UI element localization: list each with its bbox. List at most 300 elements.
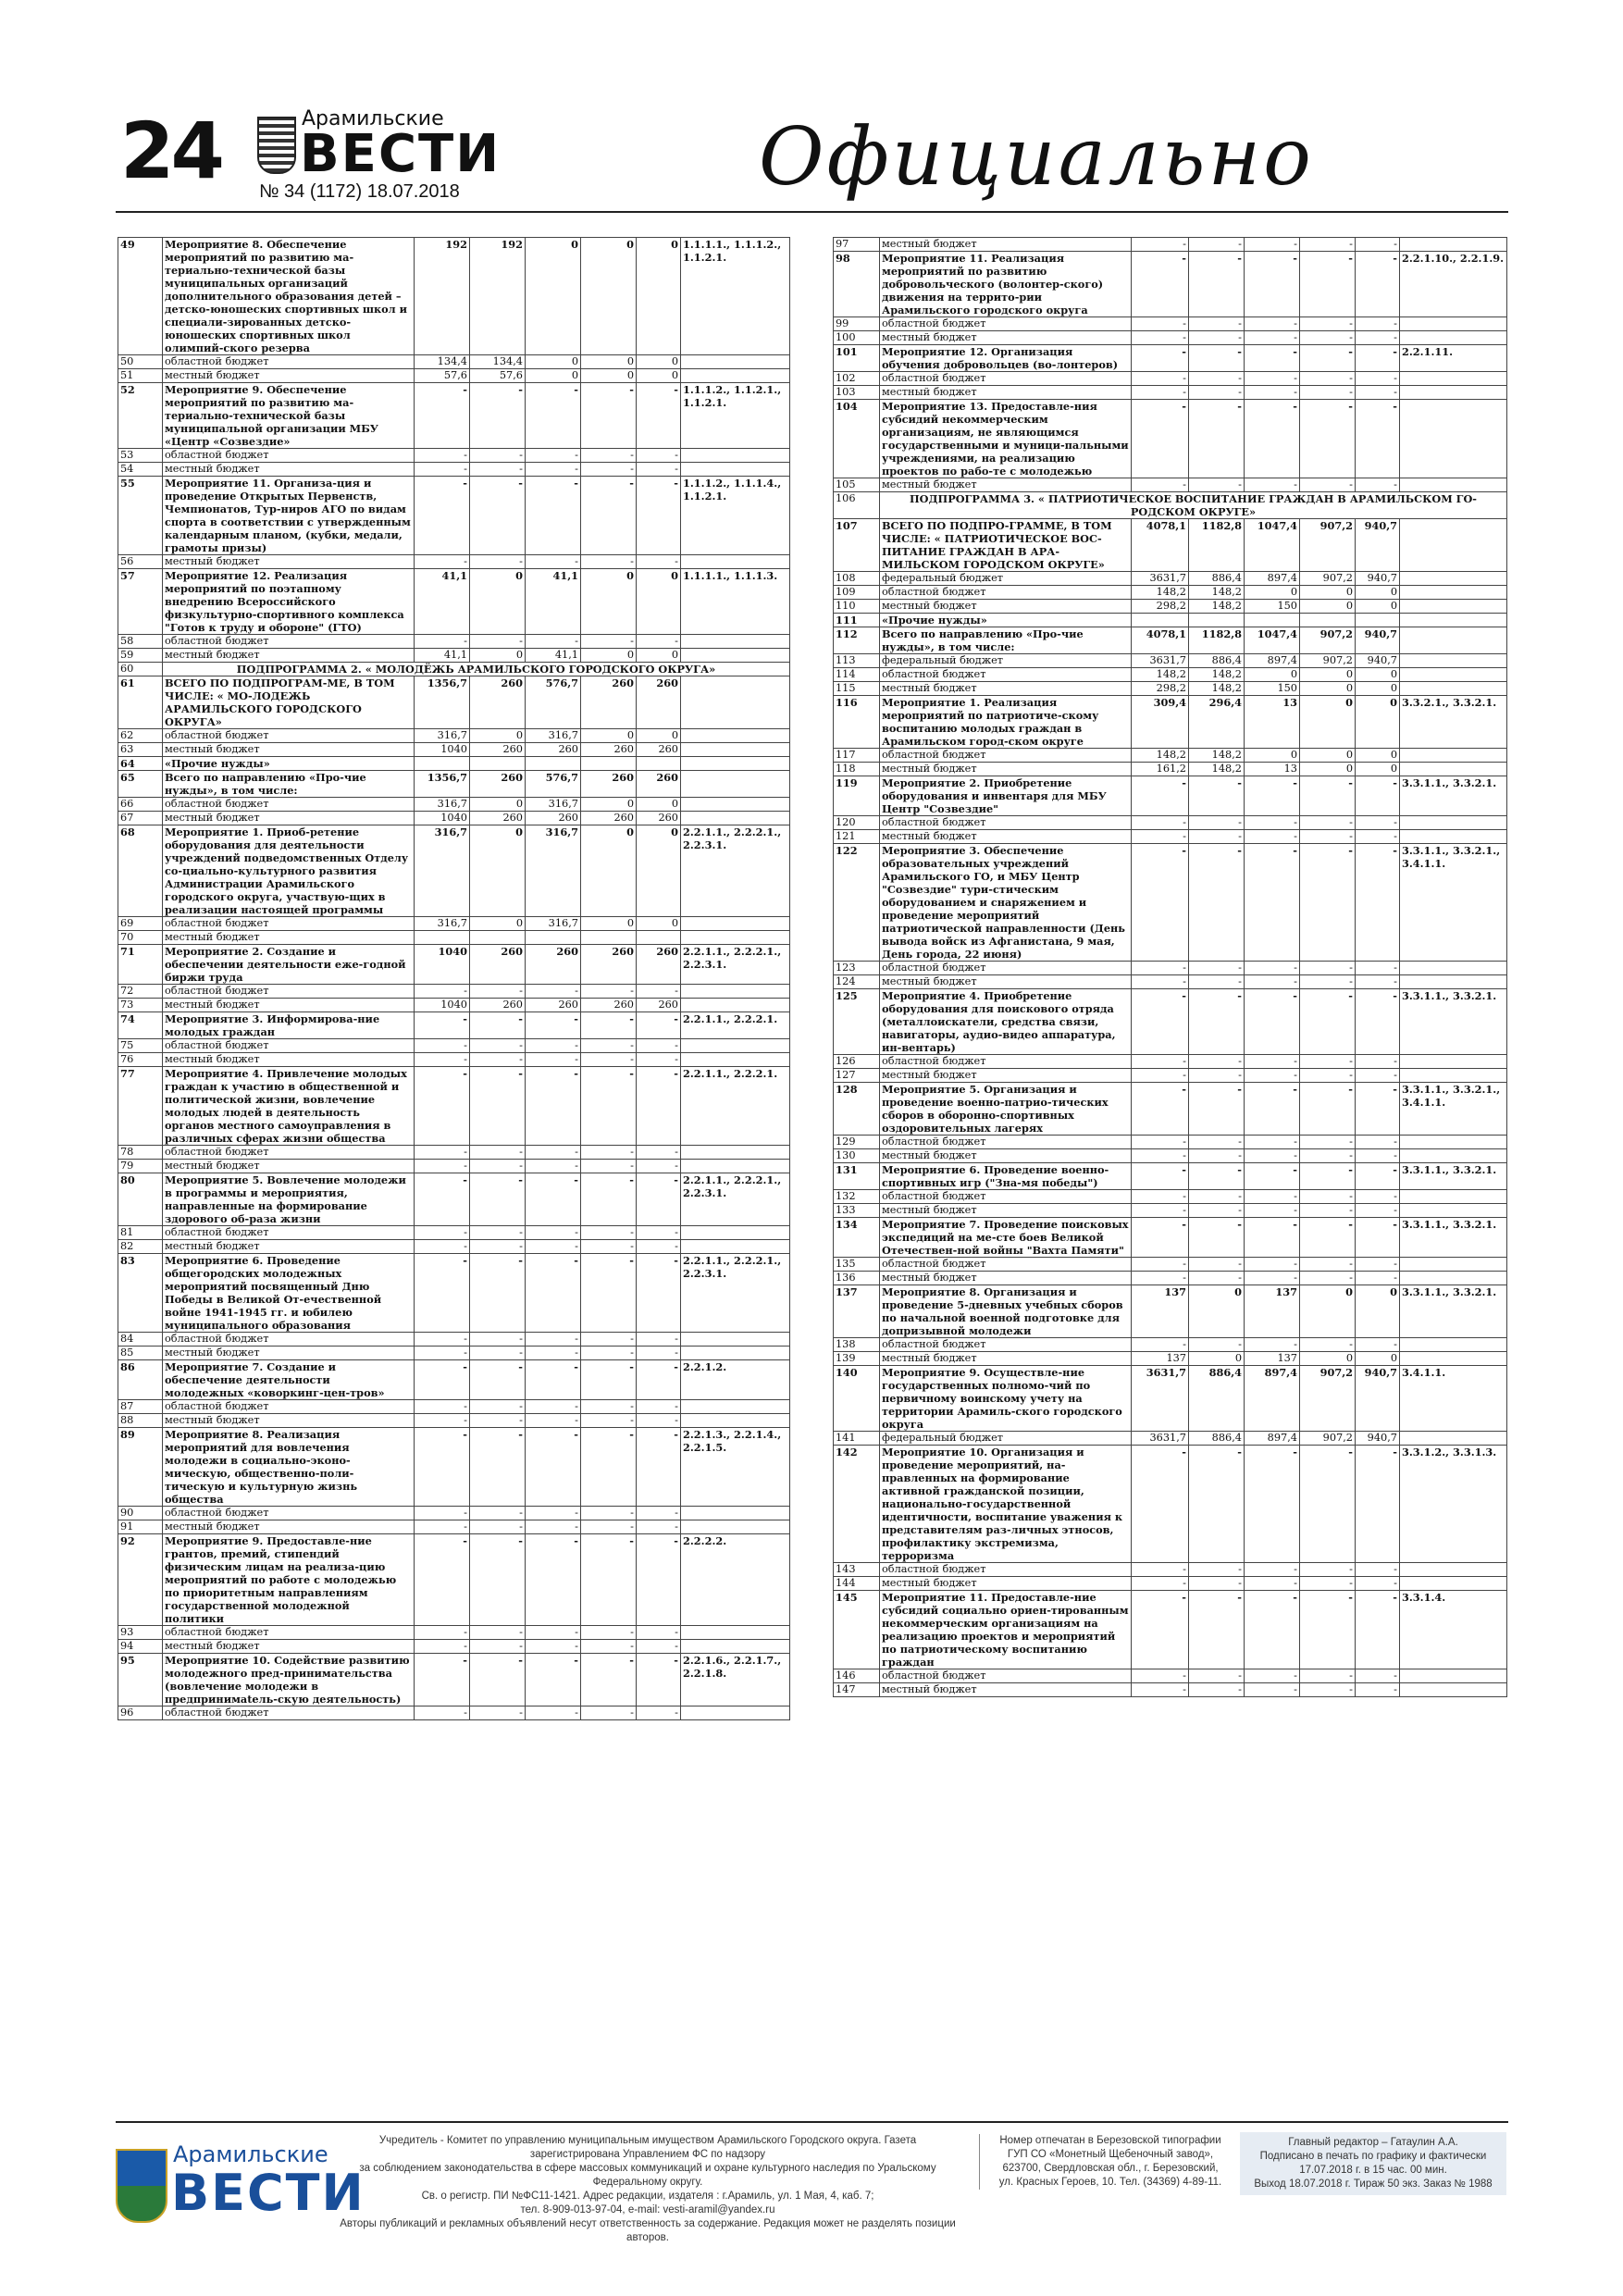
amount-cell: -	[526, 1626, 581, 1640]
amount-cell: 897,4	[1245, 1366, 1300, 1432]
target-code	[1400, 1272, 1507, 1285]
amount-cell: -	[637, 1146, 681, 1160]
row-name: местный бюджет	[163, 1053, 415, 1067]
amount-cell: -	[1132, 1218, 1189, 1258]
row-name: местный бюджет	[163, 1414, 415, 1428]
footer-line: ГУП СО «Монетный Щебеночный завод»,	[1007, 2149, 1214, 2160]
amount-cell: -	[1132, 1190, 1189, 1204]
amount-cell: -	[1356, 1338, 1400, 1352]
table-row	[834, 1338, 1507, 1352]
target-code	[681, 985, 790, 999]
table-row	[834, 572, 1507, 586]
amount-cell: -	[1300, 962, 1356, 975]
target-code: 3.3.1.1., 3.3.2.1., 3.4.1.1.	[1400, 1083, 1507, 1136]
amount-cell: -	[1300, 1149, 1356, 1163]
amount-cell: -	[1300, 830, 1356, 844]
amount-cell: -	[1245, 1163, 1300, 1190]
amount-cell: -	[415, 1333, 470, 1347]
amount-cell: -	[1356, 962, 1400, 975]
row-number: 50	[118, 355, 163, 369]
amount-cell: 260	[470, 999, 526, 1012]
amount-cell: 0	[470, 917, 526, 931]
amount-cell: -	[526, 1347, 581, 1360]
amount-cell: 1356,7	[415, 676, 470, 729]
footer-logo-main: ВЕСТИ	[171, 2164, 365, 2222]
target-code	[1400, 372, 1507, 386]
row-name: областной бюджет	[880, 1136, 1132, 1149]
amount-cell	[1300, 614, 1356, 627]
table-row	[834, 1190, 1507, 1204]
row-number: 49	[118, 238, 163, 355]
amount-cell: -	[1356, 1563, 1400, 1577]
amount-cell: -	[1300, 1446, 1356, 1563]
table-row	[834, 749, 1507, 763]
footer-logo-top: Арамильские	[173, 2141, 328, 2167]
amount-cell: -	[1356, 1272, 1400, 1285]
table-row	[118, 1626, 790, 1640]
row-name: областной бюджет	[880, 1669, 1132, 1683]
target-code	[1400, 1669, 1507, 1683]
amount-cell: -	[526, 383, 581, 449]
amount-cell: -	[1300, 252, 1356, 317]
target-code	[1400, 386, 1507, 400]
row-name: областной бюджет	[163, 798, 415, 812]
row-name: местный бюджет	[163, 1640, 415, 1654]
row-number: 86	[118, 1360, 163, 1400]
amount-cell: -	[1356, 478, 1400, 492]
target-code	[1400, 1069, 1507, 1083]
amount-cell: -	[581, 449, 637, 463]
amount-cell: -	[415, 1160, 470, 1173]
amount-cell: 0	[1245, 586, 1300, 600]
row-name: местный бюджет	[163, 1160, 415, 1173]
table-row	[834, 1669, 1507, 1683]
row-number: 72	[118, 985, 163, 999]
row-name: федеральный бюджет	[880, 654, 1132, 668]
row-name: Мероприятие 7. Создание и обеспечение деятельности молодежных «коворкинг-цен-тров»	[163, 1360, 415, 1400]
amount-cell: 316,7	[526, 825, 581, 917]
amount-cell: 1356,7	[415, 771, 470, 798]
amount-cell: -	[1245, 1083, 1300, 1136]
row-name: Мероприятие 9. Предоставле-ние грантов, премий, стипендий физическим лицам на реализа-цию мероприятий по работе с молодежью по приоритетным направлениям государственной молодежной политики	[163, 1534, 415, 1626]
table-row	[118, 1053, 790, 1067]
amount-cell: -	[470, 1067, 526, 1146]
row-name: местный бюджет	[163, 555, 415, 569]
amount-cell: -	[1300, 1218, 1356, 1258]
table-row	[118, 985, 790, 999]
amount-cell: -	[1245, 844, 1300, 962]
amount-cell: -	[1300, 331, 1356, 345]
amount-cell: -	[470, 1706, 526, 1720]
amount-cell: -	[1132, 1338, 1189, 1352]
amount-cell: -	[1356, 844, 1400, 962]
row-name: местный бюджет	[880, 1577, 1132, 1591]
amount-cell: -	[1300, 1272, 1356, 1285]
amount-cell: -	[1245, 1272, 1300, 1285]
row-number: 105	[834, 478, 880, 492]
table-row	[834, 252, 1507, 317]
row-name: Мероприятие 12. Реализация мероприятий по поэтапному внедрению Всероссийского физкультурно-спортивного комплекса "Готов к труду и обороне" (ГТО)	[163, 569, 415, 635]
amount-cell: 57,6	[415, 369, 470, 383]
amount-cell	[1356, 614, 1400, 627]
amount-cell: -	[1132, 252, 1189, 317]
amount-cell: -	[1356, 1577, 1400, 1591]
amount-cell: 0	[637, 238, 681, 355]
amount-cell: 13	[1245, 696, 1300, 749]
amount-cell: -	[1189, 1563, 1245, 1577]
amount-cell: 260	[637, 999, 681, 1012]
target-code	[681, 555, 790, 569]
row-name: областной бюджет	[163, 729, 415, 743]
target-code: 2.2.1.2.	[681, 1360, 790, 1400]
amount-cell: -	[1356, 331, 1400, 345]
amount-cell: 897,4	[1245, 654, 1300, 668]
amount-cell: 940,7	[1356, 1432, 1400, 1446]
amount-cell: 148,2	[1189, 763, 1245, 776]
row-number: 135	[834, 1258, 880, 1272]
amount-cell: -	[581, 1507, 637, 1520]
target-code	[681, 757, 790, 771]
target-code	[1400, 1190, 1507, 1204]
amount-cell: 309,4	[1132, 696, 1189, 749]
amount-cell: -	[526, 1654, 581, 1706]
coat-of-arms-icon	[116, 2149, 167, 2223]
amount-cell: -	[1300, 776, 1356, 816]
target-code	[681, 798, 790, 812]
footer-line: 17.07.2018 г. в 15 час. 00 мин.	[1299, 2165, 1447, 2176]
row-name: областной бюджет	[163, 1039, 415, 1053]
amount-cell: 148,2	[1132, 586, 1189, 600]
amount-cell: 0	[1300, 668, 1356, 682]
amount-cell: -	[1245, 252, 1300, 317]
amount-cell: -	[637, 1254, 681, 1333]
amount-cell: 148,2	[1189, 668, 1245, 682]
row-name: местный бюджет	[880, 1204, 1132, 1218]
amount-cell: 0	[1300, 682, 1356, 696]
amount-cell: 150	[1245, 682, 1300, 696]
target-code	[1400, 1563, 1507, 1577]
amount-cell: -	[581, 1654, 637, 1706]
amount-cell: -	[1245, 1446, 1300, 1563]
amount-cell: 897,4	[1245, 1432, 1300, 1446]
target-code: 3.3.1.1., 3.3.2.1.	[1400, 776, 1507, 816]
amount-cell: -	[1189, 962, 1245, 975]
table-row	[834, 1149, 1507, 1163]
amount-cell: -	[1245, 1136, 1300, 1149]
amount-cell: -	[581, 1226, 637, 1240]
row-number: 87	[118, 1400, 163, 1414]
row-number: 138	[834, 1338, 880, 1352]
row-number: 61	[118, 676, 163, 729]
target-code	[681, 1333, 790, 1347]
amount-cell: 0	[470, 798, 526, 812]
target-code	[681, 729, 790, 743]
table-row	[118, 1226, 790, 1240]
amount-cell: -	[1300, 1055, 1356, 1069]
table-row	[834, 586, 1507, 600]
issue-number: № 34 (1172) 18.07.2018	[259, 181, 460, 202]
amount-cell: 260	[526, 812, 581, 825]
row-number: 100	[834, 331, 880, 345]
amount-cell: -	[470, 1254, 526, 1333]
amount-cell: 886,4	[1189, 1366, 1245, 1432]
amount-cell: 1047,4	[1245, 519, 1300, 572]
amount-cell	[1132, 614, 1189, 627]
target-code	[681, 463, 790, 477]
page-number: 24	[120, 105, 221, 196]
target-code: 2.2.1.6., 2.2.1.7., 2.2.1.8.	[681, 1654, 790, 1706]
amount-cell: -	[1300, 1258, 1356, 1272]
amount-cell: -	[1356, 816, 1400, 830]
amount-cell: 260	[637, 771, 681, 798]
amount-cell: -	[1132, 1149, 1189, 1163]
row-number: 88	[118, 1414, 163, 1428]
amount-cell: 260	[637, 945, 681, 985]
target-code: 1.1.1.2., 1.1.1.4., 1.1.2.1.	[681, 477, 790, 555]
row-name: Мероприятие 1. Реализация мероприятий по патриотиче-скому воспитанию молодых граждан в Арамильском город-ском округе	[880, 696, 1132, 749]
amount-cell: -	[415, 1012, 470, 1039]
row-number: 53	[118, 449, 163, 463]
table-row	[118, 569, 790, 635]
amount-cell: 41,1	[415, 649, 470, 663]
amount-cell: -	[1300, 1136, 1356, 1149]
row-name: местный бюджет	[880, 1683, 1132, 1697]
amount-cell: 298,2	[1132, 682, 1189, 696]
row-name: федеральный бюджет	[880, 1432, 1132, 1446]
row-name: Мероприятие 11. Реализация мероприятий по развитию добровольческого (волонтер-ского) движения на террито-рии Арамильского городского округа	[880, 252, 1132, 317]
amount-cell: 940,7	[1356, 519, 1400, 572]
amount-cell: -	[1189, 975, 1245, 989]
target-code: 1.1.1.1., 1.1.1.2., 1.1.2.1.	[681, 238, 790, 355]
amount-cell: -	[1132, 830, 1189, 844]
amount-cell: -	[637, 463, 681, 477]
amount-cell: 137	[1132, 1285, 1189, 1338]
row-number: 146	[834, 1669, 880, 1683]
amount-cell: 1040	[415, 743, 470, 757]
row-name: Мероприятие 2. Приобретение оборудования и инвентаря для МБУ Центр "Созвездие"	[880, 776, 1132, 816]
target-code: 2.2.1.3., 2.2.1.4., 2.2.1.5.	[681, 1428, 790, 1507]
target-code: 3.3.1.1., 3.3.2.1.	[1400, 1163, 1507, 1190]
target-code	[1400, 682, 1507, 696]
amount-cell: -	[1189, 1149, 1245, 1163]
amount-cell: 0	[637, 798, 681, 812]
amount-cell: -	[637, 1626, 681, 1640]
target-code: 2.2.2.2.	[681, 1534, 790, 1626]
row-number: 54	[118, 463, 163, 477]
amount-cell: -	[1132, 1669, 1189, 1683]
amount-cell	[526, 757, 581, 771]
amount-cell: -	[415, 1640, 470, 1654]
amount-cell: -	[526, 1226, 581, 1240]
amount-cell: -	[526, 1360, 581, 1400]
amount-cell: -	[637, 1507, 681, 1520]
row-number: 65	[118, 771, 163, 798]
table-row	[118, 917, 790, 931]
table-row	[118, 945, 790, 985]
amount-cell: -	[415, 383, 470, 449]
amount-cell: 260	[637, 676, 681, 729]
amount-cell: -	[1300, 1683, 1356, 1697]
row-number: 73	[118, 999, 163, 1012]
row-name: Мероприятие 9. Обеспечение мероприятий по развитию ма-териально-технической базы муниципальной организации МБУ «Центр «Созвездие»	[163, 383, 415, 449]
amount-cell: -	[1189, 1218, 1245, 1258]
target-code: 2.2.1.1., 2.2.2.1.	[681, 1012, 790, 1039]
amount-cell: 260	[470, 812, 526, 825]
amount-cell: -	[637, 1039, 681, 1053]
amount-cell: -	[415, 1654, 470, 1706]
row-number: 67	[118, 812, 163, 825]
amount-cell: -	[1132, 1563, 1189, 1577]
amount-cell: -	[1245, 975, 1300, 989]
target-code	[681, 931, 790, 945]
amount-cell: -	[1189, 1083, 1245, 1136]
table-row	[834, 1258, 1507, 1272]
amount-cell: -	[1132, 844, 1189, 962]
row-name: Мероприятие 10. Организация и проведение мероприятий, на-правленных на формирование активной гражданской позиции, национально-государственной идентичности, воспитание уважения к представителям раз-личных этносов, профилактику экстремизма, терроризма	[880, 1446, 1132, 1563]
row-name: местный бюджет	[880, 682, 1132, 696]
amount-cell: -	[1356, 830, 1400, 844]
amount-cell: -	[415, 635, 470, 649]
row-number: 108	[834, 572, 880, 586]
amount-cell: -	[581, 463, 637, 477]
table-row	[834, 1352, 1507, 1366]
amount-cell: 260	[470, 676, 526, 729]
amount-cell: -	[637, 1333, 681, 1347]
amount-cell: 0	[470, 649, 526, 663]
amount-cell: -	[581, 1067, 637, 1146]
amount-cell: -	[581, 1400, 637, 1414]
amount-cell: -	[415, 555, 470, 569]
amount-cell: -	[1356, 238, 1400, 252]
amount-cell: -	[637, 555, 681, 569]
row-number: 123	[834, 962, 880, 975]
amount-cell: 148,2	[1189, 749, 1245, 763]
amount-cell: 940,7	[1356, 627, 1400, 654]
amount-cell: -	[1189, 478, 1245, 492]
row-number: 85	[118, 1347, 163, 1360]
row-number: 59	[118, 649, 163, 663]
amount-cell: 0	[581, 825, 637, 917]
amount-cell: -	[415, 1400, 470, 1414]
amount-cell: -	[1245, 386, 1300, 400]
row-name: областной бюджет	[880, 668, 1132, 682]
table-row	[834, 989, 1507, 1055]
table-row	[834, 763, 1507, 776]
amount-cell: 0	[470, 825, 526, 917]
amount-cell: -	[470, 463, 526, 477]
amount-cell: -	[581, 1160, 637, 1173]
row-number: 57	[118, 569, 163, 635]
table-row	[118, 477, 790, 555]
amount-cell: -	[1132, 989, 1189, 1055]
table-row	[118, 771, 790, 798]
amount-cell: -	[637, 1654, 681, 1706]
amount-cell	[415, 931, 470, 945]
table-row	[834, 386, 1507, 400]
amount-cell: -	[1189, 1069, 1245, 1083]
table-row	[118, 355, 790, 369]
row-name: Мероприятие 8. Реализация мероприятий для вовлечения молодежи в социально-эконо-мическую, общественно-поли-тическую и культурную жизнь общества	[163, 1428, 415, 1507]
row-number: 81	[118, 1226, 163, 1240]
target-code: 2.2.1.1., 2.2.2.1., 2.2.3.1.	[681, 1254, 790, 1333]
amount-cell: -	[581, 1012, 637, 1039]
amount-cell: -	[1300, 345, 1356, 372]
amount-cell: 0	[1356, 763, 1400, 776]
amount-cell: -	[1132, 238, 1189, 252]
target-code	[681, 1414, 790, 1428]
amount-cell: -	[1245, 830, 1300, 844]
amount-cell: -	[1245, 1149, 1300, 1163]
table-row	[834, 1069, 1507, 1083]
amount-cell: -	[637, 449, 681, 463]
target-code	[681, 743, 790, 757]
amount-cell: -	[581, 477, 637, 555]
amount-cell: -	[415, 1706, 470, 1720]
amount-cell: -	[1245, 1338, 1300, 1352]
amount-cell: 0	[1245, 668, 1300, 682]
amount-cell: 260	[470, 771, 526, 798]
subprogram-title: ПОДПРОГРАММА 3. « ПАТРИОТИЧЕСКОЕ ВОСПИТАНИЕ ГРАЖДАН В АРАМИЛЬСКОМ ГО-РОДСКОМ ОКРУГЕ»	[880, 492, 1507, 519]
target-code	[1400, 238, 1507, 252]
row-name: местный бюджет	[880, 1352, 1132, 1366]
amount-cell: 886,4	[1189, 654, 1245, 668]
amount-cell: -	[1245, 1258, 1300, 1272]
row-number: 107	[834, 519, 880, 572]
footer-line: тел. 8-909-013-97-04, e-mail: vesti-aramil@yandex.ru	[520, 2204, 775, 2215]
amount-cell: -	[1245, 331, 1300, 345]
table-row	[834, 1136, 1507, 1149]
amount-cell: 1040	[415, 812, 470, 825]
table-row	[118, 1173, 790, 1226]
amount-cell: -	[1356, 1163, 1400, 1190]
row-name: областной бюджет	[880, 1055, 1132, 1069]
amount-cell: -	[1189, 1204, 1245, 1218]
row-number: 80	[118, 1173, 163, 1226]
amount-cell: -	[470, 1160, 526, 1173]
amount-cell: -	[1245, 1669, 1300, 1683]
row-name: Мероприятие 13. Предоставле-ния субсидий некоммерческим организациям, не являющимся государственными и муници-пальными учреждениями, на реализацию проектов по рабо-те с молодежью	[880, 400, 1132, 478]
amount-cell: 192	[415, 238, 470, 355]
amount-cell: 897,4	[1245, 572, 1300, 586]
table-row	[834, 372, 1507, 386]
amount-cell: -	[1132, 975, 1189, 989]
amount-cell: -	[1356, 1218, 1400, 1258]
table-row	[118, 1414, 790, 1428]
table-row	[118, 1067, 790, 1146]
amount-cell: -	[637, 1360, 681, 1400]
table-row	[834, 844, 1507, 962]
row-name: местный бюджет	[880, 1069, 1132, 1083]
row-number: 144	[834, 1577, 880, 1591]
row-name: местный бюджет	[163, 1240, 415, 1254]
table-row	[118, 369, 790, 383]
row-number: 129	[834, 1136, 880, 1149]
footer-line: Главный редактор – Гатаулин А.А.	[1288, 2137, 1458, 2148]
row-number: 78	[118, 1146, 163, 1160]
amount-cell: -	[581, 1706, 637, 1720]
row-number: 143	[834, 1563, 880, 1577]
masthead-logo	[257, 104, 502, 187]
amount-cell: -	[1132, 331, 1189, 345]
amount-cell: -	[1245, 1190, 1300, 1204]
amount-cell: 907,2	[1300, 572, 1356, 586]
footer-line: Номер отпечатан в Березовской типографии	[999, 2135, 1221, 2146]
amount-cell: -	[1189, 1446, 1245, 1563]
amount-cell: 260	[470, 743, 526, 757]
amount-cell: 1182,8	[1189, 627, 1245, 654]
row-name: областной бюджет	[880, 1563, 1132, 1577]
row-name: областной бюджет	[163, 449, 415, 463]
